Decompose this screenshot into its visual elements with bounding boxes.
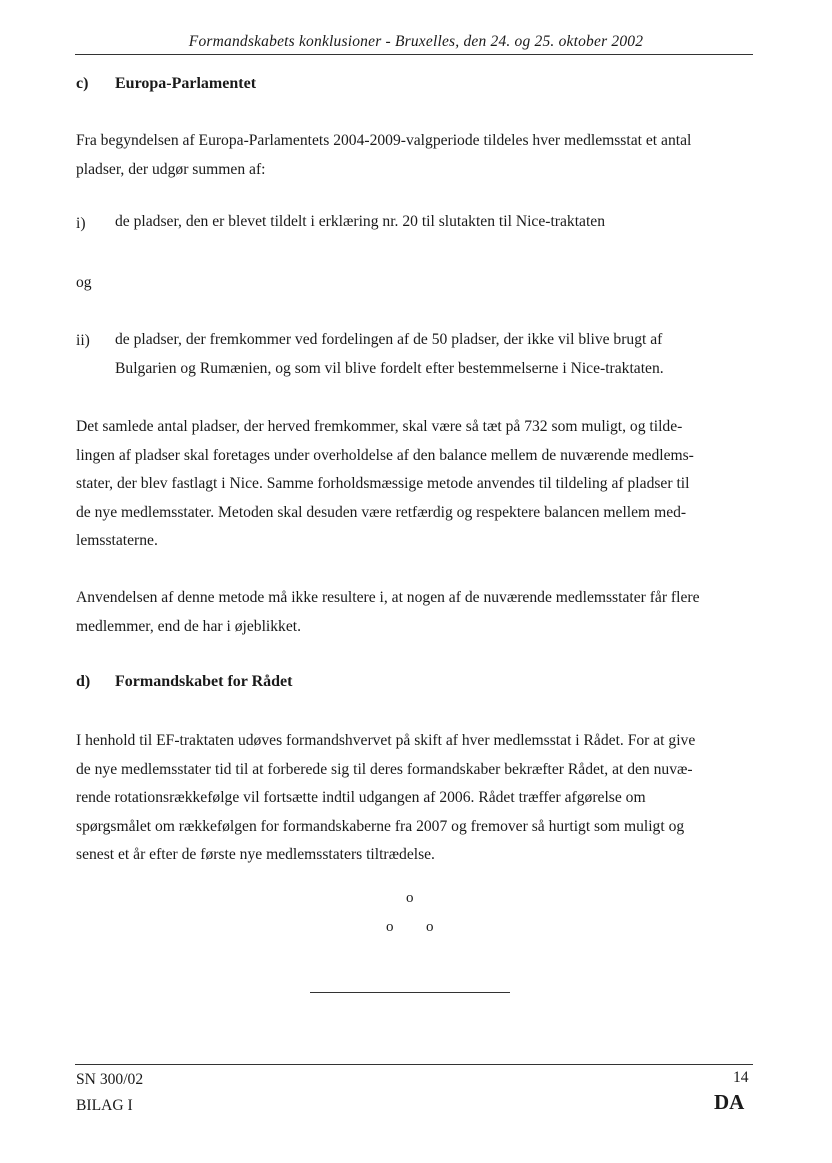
section-c-paragraph-3 bbox=[76, 584, 756, 641]
text-line: Det samlede antal pladser, der herved fremkommer, skal være så tæt på 732 som muligt, og tilde- bbox=[76, 418, 683, 435]
text-line: lingen af pladser skal foretages under overholdelse af den balance mellem de nuværende medlems- bbox=[76, 446, 694, 464]
text-line: stater, der blev fastlagt i Nice. Samme forholdsmæssige metode anvendes til tildeling af pladser til bbox=[76, 475, 690, 492]
text-line: medlemmer, end de har i øjeblikket. bbox=[76, 617, 301, 635]
section-c-intro bbox=[76, 127, 756, 184]
section-d-marker: d) bbox=[76, 673, 91, 690]
item-ii-marker: ii) bbox=[76, 332, 90, 349]
end-rule bbox=[310, 992, 510, 993]
text-line: de nye medlemsstater tid til at forberede sig til deres formandskaber bekræfter Rådet, at den nuvæ- bbox=[76, 760, 693, 778]
text-line: senest et år efter de første nye medlemsstaters tiltrædelse. bbox=[76, 846, 435, 863]
text-line: I henhold til EF-traktaten udøves formandshvervet på skift af hver medlemsstat i Rådet. For at give bbox=[76, 732, 696, 749]
page-number: 14 bbox=[733, 1069, 749, 1086]
separator-dot-top: o bbox=[406, 890, 414, 906]
section-c-paragraph-2 bbox=[76, 413, 756, 556]
text-line: Fra begyndelsen af Europa-Parlamentets 2004-2009-valgperiode tildeles hver medlemsstat et antal bbox=[76, 132, 692, 149]
text-line: spørgsmålet om rækkefølgen for formandskaberne fra 2007 og fremover så hurtigt som muligt og bbox=[76, 817, 685, 835]
separator-dot-bottom-left: o bbox=[386, 919, 394, 935]
footer-rule bbox=[75, 1064, 753, 1065]
item-i-text: de pladser, den er blevet tildelt i erklæring nr. 20 til slutakten til Nice-traktaten bbox=[115, 213, 605, 230]
footer-doc-ref: SN 300/02 bbox=[76, 1071, 144, 1088]
running-header: Formandskabets konklusioner - Bruxelles, den 24. og 25. oktober 2002 bbox=[188, 33, 644, 50]
text-line: pladser, der udgør summen af: bbox=[76, 160, 266, 178]
section-c-title: Europa-Parlamentet bbox=[115, 75, 257, 92]
text-line: Anvendelsen af denne metode må ikke resultere i, at nogen af de nuværende medlemsstater får flere bbox=[76, 589, 700, 606]
footer-annex: BILAG I bbox=[76, 1097, 133, 1114]
text-line: Bulgarien og Rumænien, og som vil blive fordelt efter bestemmelserne i Nice-traktaten. bbox=[115, 359, 664, 377]
header-rule bbox=[75, 54, 753, 55]
item-i-marker: i) bbox=[76, 215, 86, 232]
language-code: DA bbox=[714, 1090, 745, 1114]
connector-text: og bbox=[76, 274, 92, 291]
text-line: lemsstaterne. bbox=[76, 532, 158, 549]
text-line: rende rotationsrækkefølge vil fortsætte indtil udgangen af 2006. Rådet træffer afgørelse om bbox=[76, 789, 646, 806]
text-line: de nye medlemsstater. Metoden skal desuden være retfærdig og respektere balancen mellem med- bbox=[76, 503, 687, 521]
section-c-marker: c) bbox=[76, 75, 89, 92]
section-d-paragraph bbox=[76, 727, 756, 870]
text-line: de pladser, der fremkommer ved fordelingen af de 50 pladser, der ikke vil blive brugt af bbox=[115, 331, 663, 348]
item-ii-text bbox=[115, 326, 755, 383]
separator-dot-bottom-right: o bbox=[426, 919, 434, 935]
section-d-title: Formandskabet for Rådet bbox=[115, 673, 293, 690]
